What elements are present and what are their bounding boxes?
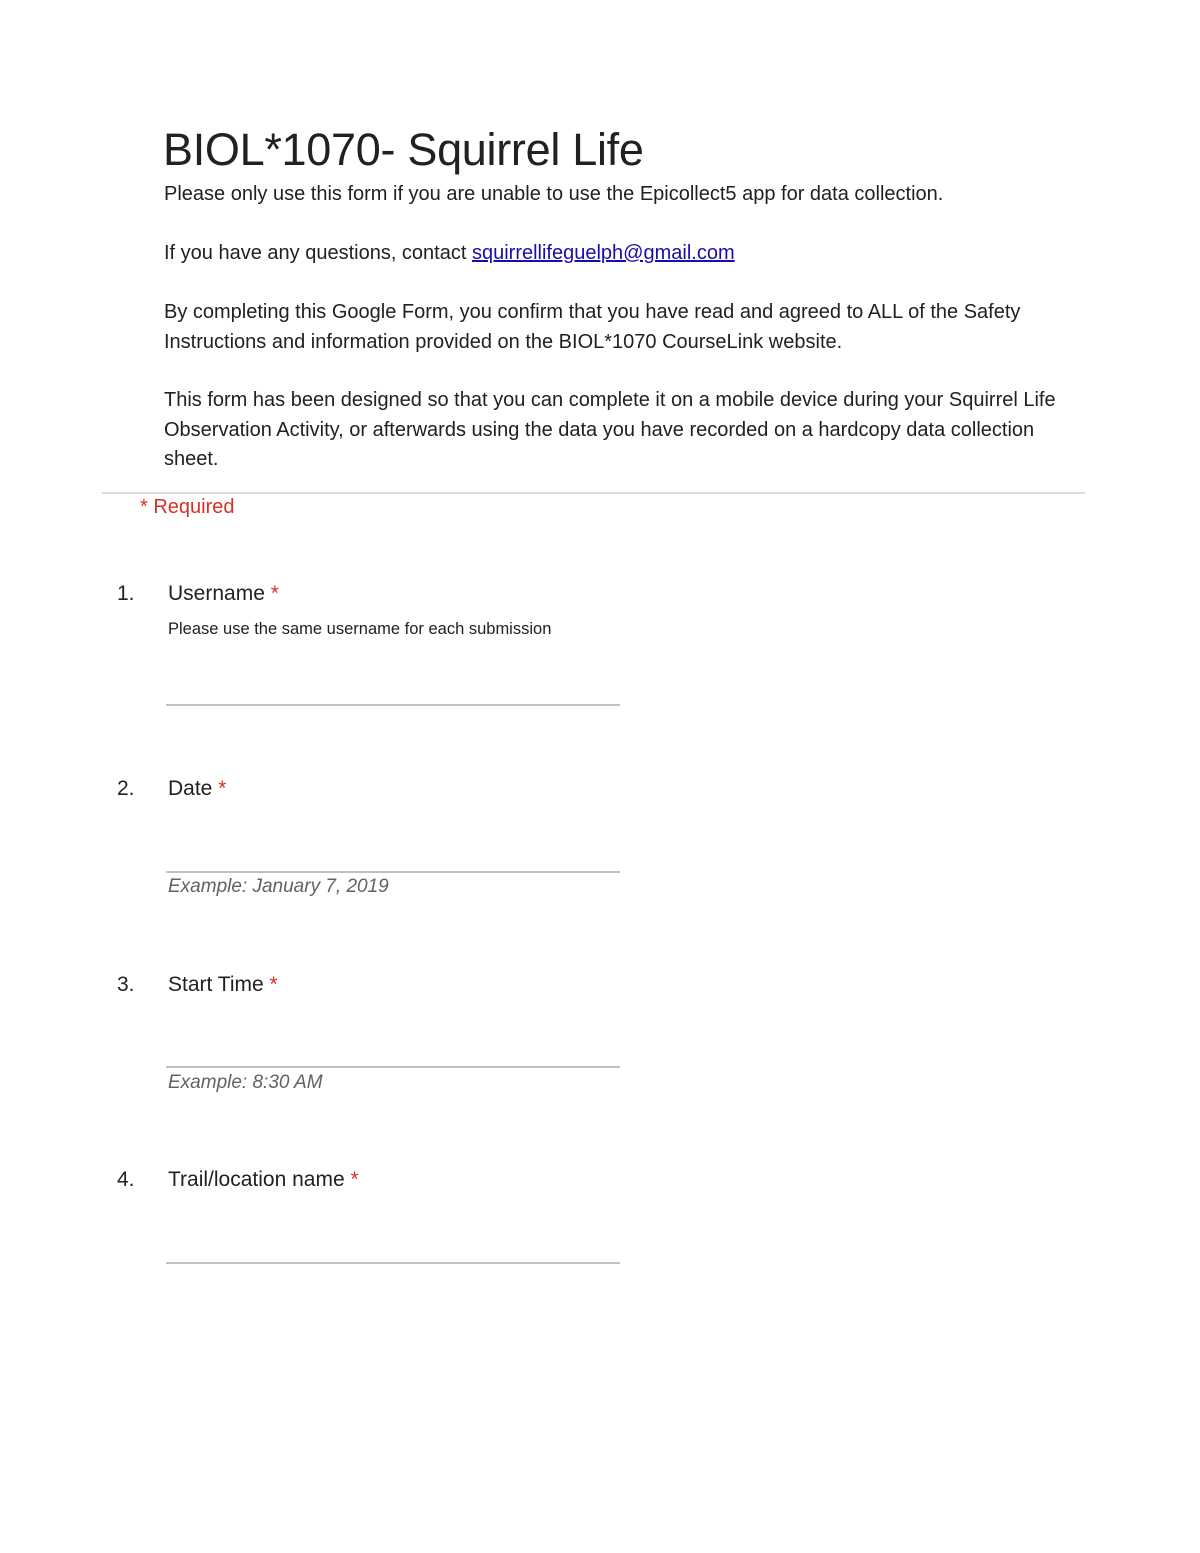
form-description-safety: By completing this Google Form, you confirm that you have read and agreed to ALL of the Safety Instructions and information provided on the BIOL*1070 CourseLink website. <box>164 301 1021 353</box>
contact-email-link[interactable]: squirrellifeguelph@gmail.com <box>471 242 735 264</box>
trail-location-answer-field[interactable] <box>166 1262 620 1264</box>
question-label: Trail/location name <box>168 1168 345 1191</box>
required-asterisk: * <box>350 1168 359 1191</box>
question-number: 1. <box>117 582 135 605</box>
contact-prefix: If you have any questions, contact <box>164 242 472 264</box>
required-asterisk: * <box>270 582 279 605</box>
date-answer-field[interactable] <box>166 871 620 873</box>
question-number: 3. <box>117 973 135 996</box>
question-number: 4. <box>117 1168 135 1191</box>
start-time-example-hint: Example: 8:30 AM <box>168 1072 323 1093</box>
question-title-username <box>168 580 279 608</box>
header-divider <box>102 492 1085 494</box>
start-time-answer-field[interactable] <box>166 1066 620 1068</box>
required-asterisk: * <box>269 973 278 996</box>
question-label: Date <box>168 777 213 800</box>
form-description-usage: This form has been designed so that you can complete it on a mobile device during your Squirrel Life Observation Activity, or afterwards using the data you have recorded on a hardcopy data collection sheet. <box>164 389 1056 470</box>
form-description-line1: Please only use this form if you are unable to use the Epicollect5 app for data collection. <box>164 183 944 205</box>
question-number: 2. <box>117 777 135 800</box>
required-note: * Required <box>140 496 235 518</box>
required-asterisk: * <box>218 777 227 800</box>
question-title-date <box>168 775 226 803</box>
form-title: BIOL*1070- Squirrel Life <box>163 124 644 175</box>
question-help-username: Please use the same username for each submission <box>168 620 552 638</box>
username-answer-field[interactable] <box>166 704 620 706</box>
date-example-hint: Example: January 7, 2019 <box>168 876 389 897</box>
question-label: Username <box>168 582 265 605</box>
question-title-trail-location <box>168 1166 359 1194</box>
question-label: Start Time <box>168 973 264 996</box>
question-title-start-time <box>168 971 278 999</box>
form-description-contact <box>164 239 1064 269</box>
